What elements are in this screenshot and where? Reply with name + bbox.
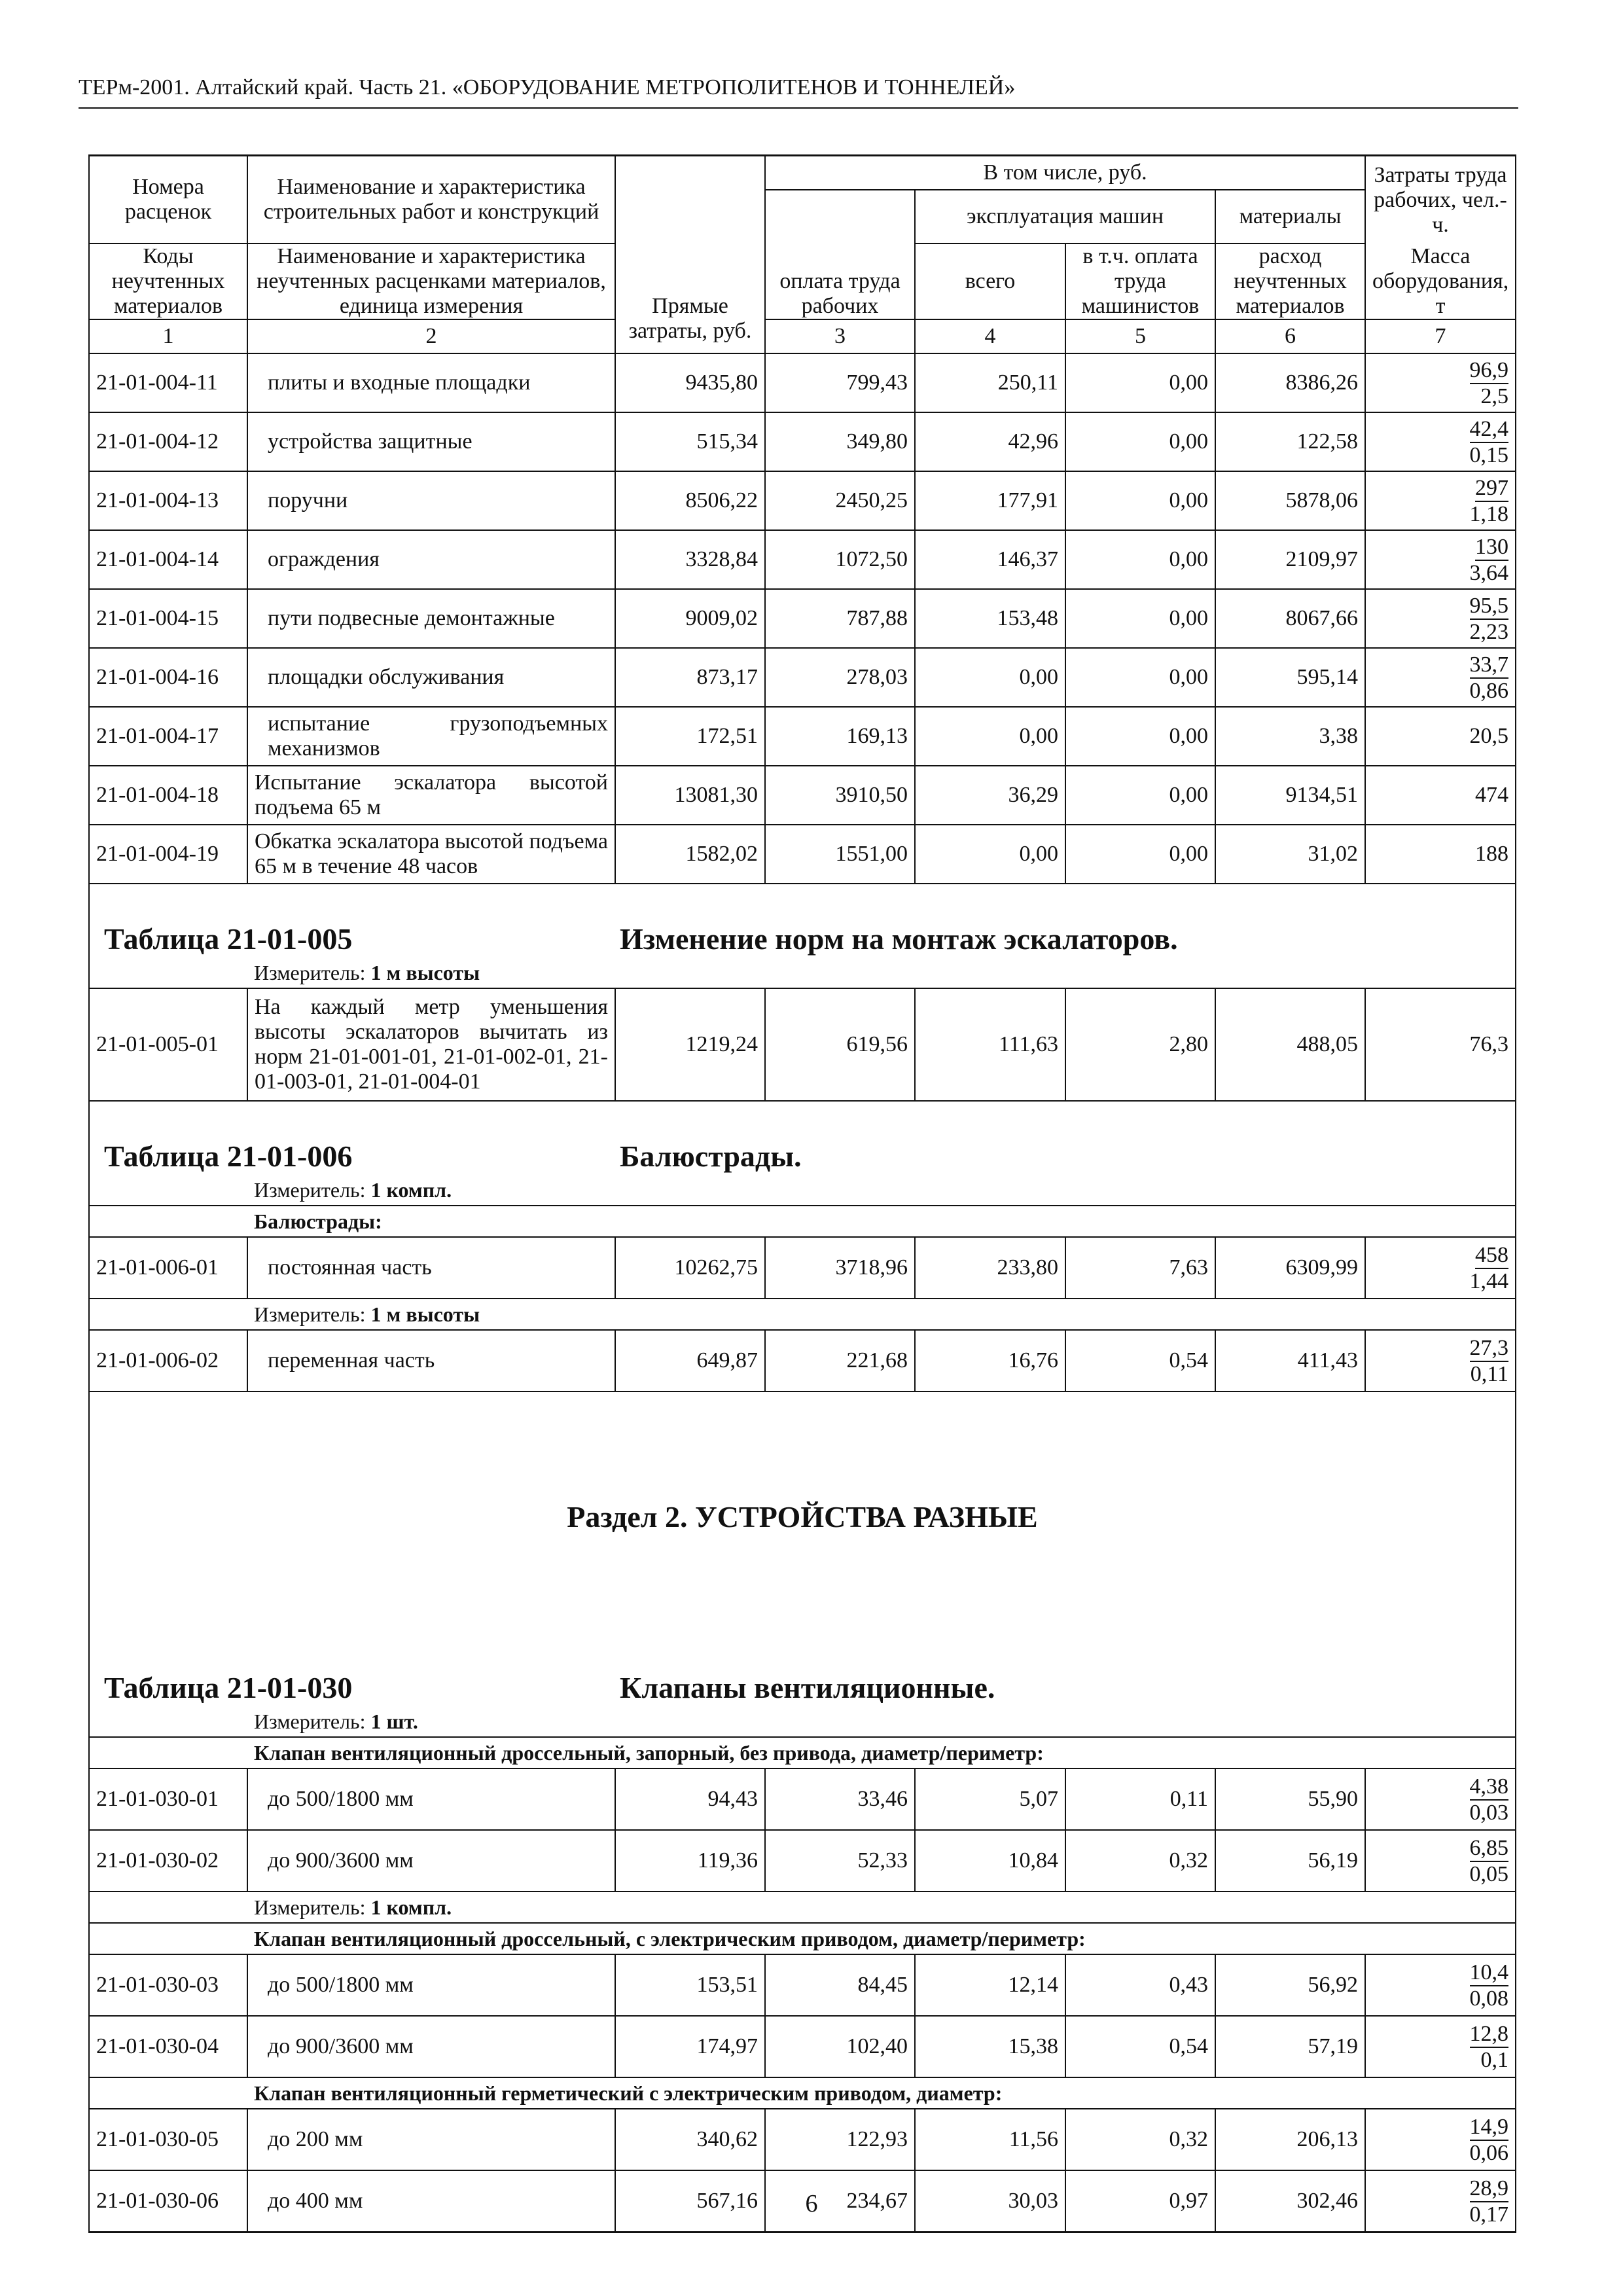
direct-costs: 13081,30 (615, 766, 765, 825)
measure-label: Измеритель: (254, 1178, 366, 1202)
equipment-mass-value: 2,23 (1469, 619, 1508, 644)
direct-costs: 1219,24 (615, 988, 765, 1101)
equipment-mass-value: 0,11 (1470, 1361, 1508, 1386)
direct-costs: 515,34 (615, 412, 765, 471)
rate-code: 21-01-004-16 (89, 648, 247, 707)
equipment-mass-value: 2,5 (1480, 384, 1508, 408)
hdr-machines: эксплуатация машин (915, 190, 1215, 243)
labor-costs-value: 12,8 (1470, 2022, 1509, 2048)
equipment-mass-value: 0,17 (1469, 2202, 1508, 2227)
measure-row (89, 1299, 1516, 1330)
materials: 595,14 (1215, 648, 1365, 707)
machines-total: 0,00 (915, 648, 1065, 707)
labor-and-mass (1365, 589, 1516, 648)
measure (247, 958, 1516, 988)
machines-total: 250,11 (915, 353, 1065, 412)
table-row (89, 530, 1516, 589)
direct-costs: 94,43 (615, 1768, 765, 1830)
labor-pay: 3718,96 (765, 1237, 915, 1299)
machines-total: 0,00 (915, 825, 1065, 884)
hdr-material-codes: Коды неучтенных материалов (89, 243, 247, 319)
machines-total: 16,76 (915, 1330, 1065, 1391)
spacer (89, 1892, 247, 1923)
labor-and-mass (1365, 1237, 1516, 1299)
materials: 56,92 (1215, 1954, 1365, 2016)
machines-total: 153,48 (915, 589, 1065, 648)
measure-value: 1 компл. (370, 1178, 452, 1202)
rate-code: 21-01-004-14 (89, 530, 247, 589)
machines-total: 11,56 (915, 2109, 1065, 2170)
page-number: 6 (805, 2190, 818, 2217)
machines-total: 10,84 (915, 1830, 1065, 1892)
machinist-pay: 0,00 (1065, 825, 1215, 884)
labor-costs-value: 458 (1475, 1244, 1508, 1269)
labor-costs-value: 6,85 (1470, 1837, 1509, 1862)
machines-total: 5,07 (915, 1768, 1065, 1830)
labor-pay: 799,43 (765, 353, 915, 412)
equipment-mass-value: 0,05 (1469, 1861, 1508, 1886)
table-row (89, 2109, 1516, 2170)
hdr-labor-pay: оплата труда рабочих (765, 190, 915, 319)
page-header: ТЕРм-2001. Алтайский край. Часть 21. «ОБОРУДОВАНИЕ МЕТРОПОЛИТЕНОВ И ТОННЕЛЕЙ» (79, 73, 1518, 109)
machinist-pay: 7,63 (1065, 1237, 1215, 1299)
hdr-material-names: Наименование и характеристика неучтенных расценками материалов, единица измерения (247, 243, 615, 319)
section-title: Раздел 2. УСТРОЙСТВА РАЗНЫЕ (89, 1391, 1516, 1642)
materials: 8386,26 (1215, 353, 1365, 412)
column-numbers-row (89, 319, 1516, 353)
table-row (89, 648, 1516, 707)
equipment-mass-value: 0,06 (1469, 2140, 1508, 2165)
rate-code: 21-01-004-11 (89, 353, 247, 412)
machinist-pay: 0,54 (1065, 1330, 1215, 1391)
machines-total: 15,38 (915, 2016, 1065, 2077)
rates-table (88, 154, 1516, 2233)
table-row (89, 589, 1516, 648)
machinist-pay: 0,43 (1065, 1954, 1215, 2016)
equipment-mass-value: 1,44 (1469, 1268, 1508, 1293)
table-row (89, 412, 1516, 471)
labor-pay: 169,13 (765, 707, 915, 766)
measure-label: Измеритель: (254, 961, 366, 984)
measure (247, 1299, 1516, 1330)
direct-costs: 873,17 (615, 648, 765, 707)
labor-pay: 234,67 (765, 2170, 915, 2233)
labor-pay: 2450,25 (765, 471, 915, 530)
direct-costs: 8506,22 (615, 471, 765, 530)
measure-row (89, 958, 1516, 988)
labor-costs-value: 76,3 (1365, 988, 1516, 1101)
col-number: 1 (89, 319, 247, 353)
labor-pay: 619,56 (765, 988, 915, 1101)
hdr-rate-numbers: Номера расценок (89, 156, 247, 244)
col-number: 5 (1065, 319, 1215, 353)
table-title-row (89, 1642, 1516, 1706)
rate-code: 21-01-030-01 (89, 1768, 247, 1830)
labor-and-mass (1365, 471, 1516, 530)
machinist-pay: 0,00 (1065, 530, 1215, 589)
hdr-direct-costs: Прямые затраты, руб. (615, 156, 765, 354)
table-row (89, 707, 1516, 766)
materials: 206,13 (1215, 2109, 1365, 2170)
labor-and-mass (1365, 648, 1516, 707)
table-row (89, 1768, 1516, 1830)
rate-name: испытание грузоподъемных механизмов (247, 707, 615, 766)
direct-costs: 340,62 (615, 2109, 765, 2170)
rate-name: до 500/1800 мм (247, 1954, 615, 2016)
measure-label: Измеритель: (254, 1895, 366, 1919)
rate-name: Обкатка эскалатора высотой подъема 65 м в течение 48 часов (247, 825, 615, 884)
direct-costs: 153,51 (615, 1954, 765, 2016)
materials: 55,90 (1215, 1768, 1365, 1830)
measure (247, 1706, 1516, 1737)
rate-name: устройства защитные (247, 412, 615, 471)
labor-pay: 33,46 (765, 1768, 915, 1830)
materials: 302,46 (1215, 2170, 1365, 2233)
labor-costs-value: 130 (1475, 535, 1508, 561)
table-title-text: Балюстрады. (620, 1139, 802, 1173)
rate-name: постоянная часть (247, 1237, 615, 1299)
rate-code: 21-01-030-06 (89, 2170, 247, 2233)
machines-total: 42,96 (915, 412, 1065, 471)
materials: 411,43 (1215, 1330, 1365, 1391)
machinist-pay: 0,54 (1065, 2016, 1215, 2077)
materials: 2109,97 (1215, 530, 1365, 589)
table-row (89, 1954, 1516, 2016)
materials: 56,19 (1215, 1830, 1365, 1892)
spacer (89, 958, 247, 988)
table-row (89, 1830, 1516, 1892)
header-row-1 (89, 156, 1516, 190)
labor-costs-value: 96,9 (1470, 359, 1509, 384)
table-row (89, 353, 1516, 412)
equipment-mass-value: 0,1 (1480, 2047, 1508, 2072)
machinist-pay: 0,00 (1065, 707, 1215, 766)
measure-row (89, 1175, 1516, 1206)
labor-costs-value: 10,4 (1470, 1961, 1509, 1986)
rate-code: 21-01-004-12 (89, 412, 247, 471)
rate-name: ограждения (247, 530, 615, 589)
table-row (89, 766, 1516, 825)
materials: 488,05 (1215, 988, 1365, 1101)
group-label: Клапан вентиляционный герметический с электрическим приводом, диаметр: (247, 2077, 1516, 2109)
group-label: Клапан вентиляционный дроссельный, запорный, без привода, диаметр/периметр: (247, 1737, 1516, 1768)
machinist-pay: 0,00 (1065, 412, 1215, 471)
direct-costs: 9009,02 (615, 589, 765, 648)
measure (247, 1175, 1516, 1206)
col-number: 3 (765, 319, 915, 353)
rate-name: площадки обслуживания (247, 648, 615, 707)
labor-costs-value: 474 (1365, 766, 1516, 825)
labor-and-mass (1365, 1954, 1516, 2016)
direct-costs: 9435,80 (615, 353, 765, 412)
machinist-pay: 0,00 (1065, 648, 1215, 707)
direct-costs: 174,97 (615, 2016, 765, 2077)
labor-and-mass (1365, 1768, 1516, 1830)
rate-code: 21-01-030-05 (89, 2109, 247, 2170)
direct-costs: 649,87 (615, 1330, 765, 1391)
direct-costs: 1582,02 (615, 825, 765, 884)
table-title-row (89, 884, 1516, 958)
labor-costs-value: 95,5 (1470, 594, 1509, 620)
labor-pay: 787,88 (765, 589, 915, 648)
hdr-material-consumption: расход неучтенных материалов (1215, 243, 1365, 319)
machinist-pay: 0,97 (1065, 2170, 1215, 2233)
direct-costs: 567,16 (615, 2170, 765, 2233)
machines-total: 177,91 (915, 471, 1065, 530)
rate-name: поручни (247, 471, 615, 530)
table-row (89, 2016, 1516, 2077)
rate-name: Испытание эскалатора высотой подъема 65 м (247, 766, 615, 825)
machinist-pay: 0,00 (1065, 766, 1215, 825)
machines-total: 111,63 (915, 988, 1065, 1101)
machinist-pay: 2,80 (1065, 988, 1215, 1101)
machinist-pay: 0,00 (1065, 353, 1215, 412)
labor-and-mass (1365, 2016, 1516, 2077)
table-row (89, 825, 1516, 884)
labor-pay: 52,33 (765, 1830, 915, 1892)
materials: 6309,99 (1215, 1237, 1365, 1299)
hdr-work-name: Наименование и характеристика строительных работ и конструкций (247, 156, 615, 244)
col-number: 2 (247, 319, 615, 353)
table-title-text: Изменение норм на монтаж эскалаторов. (620, 922, 1178, 956)
direct-costs: 10262,75 (615, 1237, 765, 1299)
labor-costs-value: 14,9 (1470, 2115, 1509, 2141)
labor-pay: 84,45 (765, 1954, 915, 2016)
labor-and-mass (1365, 412, 1516, 471)
rate-code: 21-01-004-15 (89, 589, 247, 648)
spacer (89, 1175, 247, 1206)
equipment-mass-value: 3,64 (1469, 560, 1508, 585)
materials: 5878,06 (1215, 471, 1365, 530)
rate-name: переменная часть (247, 1330, 615, 1391)
measure-row (89, 1706, 1516, 1737)
group-label: Клапан вентиляционный дроссельный, с электрическим приводом, диаметр/периметр: (247, 1923, 1516, 1954)
rate-code: 21-01-030-03 (89, 1954, 247, 2016)
group-row (89, 2077, 1516, 2109)
group-label: Балюстрады: (247, 1206, 1516, 1237)
machines-total: 12,14 (915, 1954, 1065, 2016)
equipment-mass-value: 1,18 (1469, 501, 1508, 526)
labor-and-mass (1365, 1330, 1516, 1391)
col-number: 6 (1215, 319, 1365, 353)
labor-pay: 122,93 (765, 2109, 915, 2170)
table-title (89, 1101, 1516, 1175)
labor-pay: 221,68 (765, 1330, 915, 1391)
col-number: 4 (915, 319, 1065, 353)
measure-value: 1 м высоты (370, 961, 480, 984)
rate-code: 21-01-004-17 (89, 707, 247, 766)
equipment-mass-value: 0,15 (1469, 442, 1508, 467)
table-number: Таблица 21-01-006 (104, 1139, 353, 1173)
rate-name: до 900/3600 мм (247, 1830, 615, 1892)
measure-label: Измеритель: (254, 1710, 366, 1733)
rate-code: 21-01-004-19 (89, 825, 247, 884)
measure-row (89, 1892, 1516, 1923)
labor-costs-value: 20,5 (1365, 707, 1516, 766)
equipment-mass-value: 0,08 (1469, 1986, 1508, 2011)
materials: 9134,51 (1215, 766, 1365, 825)
labor-pay: 1072,50 (765, 530, 915, 589)
rate-name: плиты и входные площадки (247, 353, 615, 412)
measure (247, 1892, 1516, 1923)
machinist-pay: 0,00 (1065, 589, 1215, 648)
labor-pay: 349,80 (765, 412, 915, 471)
table-title-text: Клапаны вентиляционные. (620, 1671, 995, 1704)
equipment-mass-value: 0,03 (1469, 1800, 1508, 1825)
rate-name: пути подвесные демонтажные (247, 589, 615, 648)
machinist-pay: 0,32 (1065, 1830, 1215, 1892)
rate-name: до 200 мм (247, 2109, 615, 2170)
direct-costs: 172,51 (615, 707, 765, 766)
materials: 8067,66 (1215, 589, 1365, 648)
labor-pay: 102,40 (765, 2016, 915, 2077)
machines-total: 0,00 (915, 707, 1065, 766)
col-number: 7 (1365, 319, 1516, 353)
measure-value: 1 компл. (370, 1895, 452, 1919)
table-row (89, 471, 1516, 530)
table-row (89, 1330, 1516, 1391)
rate-code: 21-01-030-02 (89, 1830, 247, 1892)
machines-total: 233,80 (915, 1237, 1065, 1299)
spacer (89, 2077, 247, 2109)
direct-costs: 3328,84 (615, 530, 765, 589)
table-row (89, 1237, 1516, 1299)
machines-total: 36,29 (915, 766, 1065, 825)
rate-code: 21-01-030-04 (89, 2016, 247, 2077)
machinist-pay: 0,32 (1065, 2109, 1215, 2170)
table-title (89, 884, 1516, 958)
spacer (89, 1299, 247, 1330)
hdr-machinist-pay: в т.ч. оплата труда машинистов (1065, 243, 1215, 319)
machines-total: 30,03 (915, 2170, 1065, 2233)
materials: 122,58 (1215, 412, 1365, 471)
group-row (89, 1923, 1516, 1954)
labor-costs-value: 297 (1475, 476, 1508, 502)
labor-costs-value: 27,3 (1470, 1336, 1509, 1362)
spacer (89, 1206, 247, 1237)
measure-value: 1 м высоты (370, 1302, 480, 1326)
direct-costs: 119,36 (615, 1830, 765, 1892)
rate-code: 21-01-004-13 (89, 471, 247, 530)
labor-costs-value: 42,4 (1470, 418, 1509, 443)
labor-costs-value: 28,9 (1470, 2177, 1509, 2202)
rate-name: На каждый метр уменьшения высоты эскалаторов вычитать из норм 21-01-001-01, 21-01-002-01, 21-01-003-01, 21-01-004-01 (247, 988, 615, 1101)
group-row (89, 1206, 1516, 1237)
labor-pay: 1551,00 (765, 825, 915, 884)
table-row (89, 988, 1516, 1101)
labor-and-mass (1365, 353, 1516, 412)
hdr-materials: материалы (1215, 190, 1365, 243)
labor-and-mass (1365, 1830, 1516, 1892)
measure-label: Измеритель: (254, 1302, 366, 1326)
machinist-pay: 0,00 (1065, 471, 1215, 530)
labor-costs-value: 33,7 (1470, 653, 1509, 679)
rate-name: до 400 мм (247, 2170, 615, 2233)
labor-and-mass (1365, 530, 1516, 589)
rate-code: 21-01-006-01 (89, 1237, 247, 1299)
group-row (89, 1737, 1516, 1768)
measure-value: 1 шт. (370, 1710, 418, 1733)
rate-name: до 500/1800 мм (247, 1768, 615, 1830)
equipment-mass-value: 0,86 (1469, 678, 1508, 703)
hdr-equipment-mass: Масса оборудования, т (1365, 243, 1516, 319)
labor-and-mass (1365, 2109, 1516, 2170)
rate-code: 21-01-004-18 (89, 766, 247, 825)
rate-code: 21-01-006-02 (89, 1330, 247, 1391)
spacer (89, 1706, 247, 1737)
labor-costs-value: 188 (1365, 825, 1516, 884)
materials: 3,38 (1215, 707, 1365, 766)
table-title (89, 1642, 1516, 1706)
rate-code: 21-01-005-01 (89, 988, 247, 1101)
spacer (89, 1923, 247, 1954)
materials: 31,02 (1215, 825, 1365, 884)
labor-pay: 3910,50 (765, 766, 915, 825)
table-number: Таблица 21-01-030 (104, 1671, 353, 1704)
rate-name: до 900/3600 мм (247, 2016, 615, 2077)
table-title-row (89, 1101, 1516, 1175)
spacer (89, 1737, 247, 1768)
machines-total: 146,37 (915, 530, 1065, 589)
hdr-labor-costs: Затраты труда рабочих, чел.-ч. (1365, 156, 1516, 244)
hdr-including: В том числе, руб. (765, 156, 1365, 190)
labor-costs-value: 4,38 (1470, 1775, 1509, 1801)
materials: 57,19 (1215, 2016, 1365, 2077)
labor-pay: 278,03 (765, 648, 915, 707)
hdr-machines-total: всего (915, 243, 1065, 319)
section-row (89, 1391, 1516, 1642)
machinist-pay: 0,11 (1065, 1768, 1215, 1830)
table-number: Таблица 21-01-005 (104, 922, 353, 956)
